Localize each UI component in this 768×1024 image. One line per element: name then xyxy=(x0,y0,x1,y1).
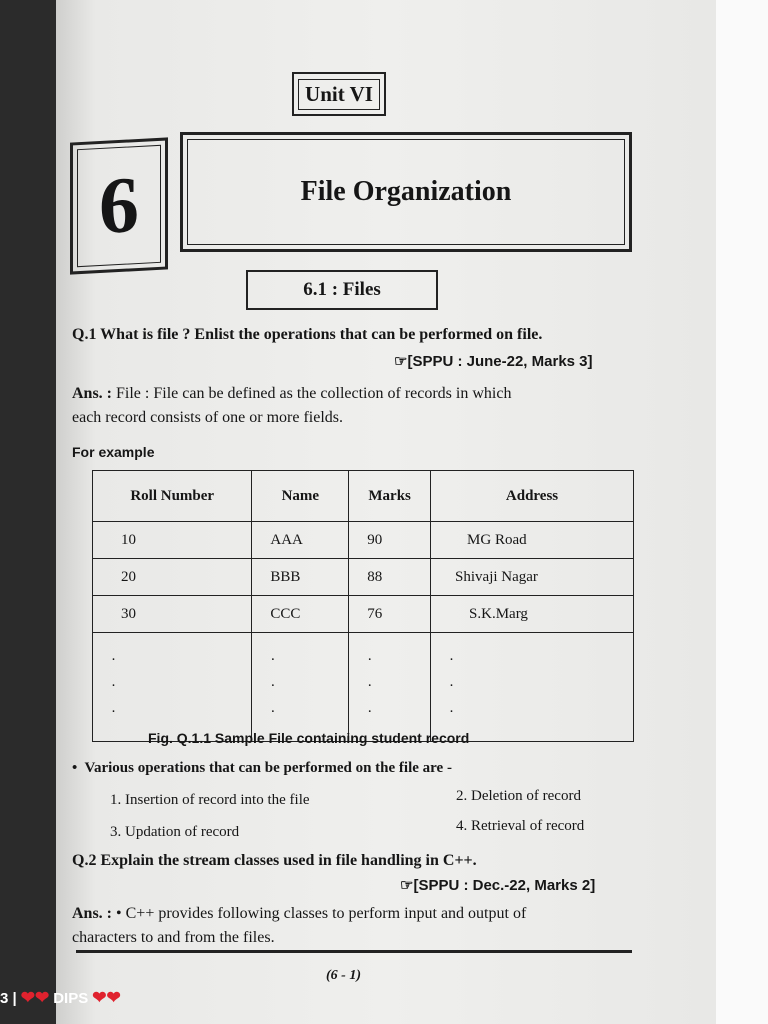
chapter-number-box xyxy=(70,137,168,274)
question-1-text: What is file ? Enlist the operations that can be performed on file. xyxy=(100,326,543,343)
student-record-table xyxy=(92,470,634,742)
col-header-marks: Marks xyxy=(349,471,431,522)
example-label: For example xyxy=(72,444,155,460)
continuation-cell: · · · xyxy=(431,633,634,742)
heart-icon: ❤❤ xyxy=(20,988,50,1007)
unit-text: Unit VI xyxy=(298,79,380,110)
operations-heading: • Various operations that can be performed on the file are - xyxy=(72,760,452,776)
question-2-text: Explain the stream classes used in file handling in C++. xyxy=(100,852,477,869)
page-edge-background xyxy=(716,0,768,1024)
book-page xyxy=(56,0,716,1024)
table-header-row xyxy=(93,471,634,522)
question-1-number: Q.1 xyxy=(72,326,97,343)
operation-item: 1. Insertion of record into the file xyxy=(110,792,310,808)
question-2-number: Q.2 xyxy=(72,852,97,869)
answer-1-lead: Ans. : xyxy=(72,385,113,402)
question-2 xyxy=(72,852,477,870)
col-header-name: Name xyxy=(252,471,349,522)
cell-address: S.K.Marg xyxy=(431,596,634,633)
chapter-title-box xyxy=(180,132,632,252)
question-1 xyxy=(72,326,542,344)
watermark-text: DIPS xyxy=(53,989,89,1007)
cell-name: BBB xyxy=(252,559,349,596)
section-heading: 6.1 : Files xyxy=(246,270,438,310)
watermark-prefix: 3 | xyxy=(0,989,17,1007)
chapter-title: File Organization xyxy=(187,139,625,245)
answer-1-line-1: File : File can be defined as the collection of records in which xyxy=(116,385,512,402)
continuation-cell: · · · xyxy=(93,633,252,742)
question-2-reference: ☞[SPPU : Dec.-22, Marks 2] xyxy=(400,877,596,894)
table-row-continuation xyxy=(93,633,634,742)
continuation-cell: · · · xyxy=(252,633,349,742)
page-number: (6 - 1) xyxy=(326,968,361,983)
unit-label xyxy=(292,72,386,116)
cell-marks: 90 xyxy=(349,522,431,559)
col-header-address: Address xyxy=(431,471,634,522)
col-header-roll-number: Roll Number xyxy=(93,471,252,522)
figure-caption: Fig. Q.1.1 Sample File containing student record xyxy=(148,730,470,746)
answer-1-line-2: each record consists of one or more fields. xyxy=(72,409,344,426)
answer-2 xyxy=(72,902,638,950)
cell-name: CCC xyxy=(252,596,349,633)
cell-marks: 88 xyxy=(349,559,431,596)
footer-rule xyxy=(76,950,632,953)
continuation-cell: · · · xyxy=(349,633,431,742)
operation-item: 2. Deletion of record xyxy=(456,788,581,804)
answer-2-lead: Ans. : xyxy=(72,905,113,922)
operation-item: 4. Retrieval of record xyxy=(456,818,585,834)
cell-roll: 30 xyxy=(93,596,252,633)
table-row xyxy=(93,596,634,633)
heart-icon: ❤❤ xyxy=(92,988,121,1007)
cell-address: MG Road xyxy=(431,522,634,559)
question-1-reference: ☞[SPPU : June-22, Marks 3] xyxy=(394,353,593,370)
operation-item: 3. Updation of record xyxy=(110,824,240,840)
answer-1 xyxy=(72,382,638,430)
cell-marks: 76 xyxy=(349,596,431,633)
cell-roll: 20 xyxy=(93,559,252,596)
answer-2-line-1: • C++ provides following classes to perform input and output of xyxy=(116,905,527,922)
cell-name: AAA xyxy=(252,522,349,559)
answer-2-line-2: characters to and from the files. xyxy=(72,929,275,946)
cell-roll: 10 xyxy=(93,522,252,559)
cell-address: Shivaji Nagar xyxy=(431,559,634,596)
chapter-number: 6 xyxy=(77,145,161,267)
watermark-overlay xyxy=(0,986,121,1010)
table-row xyxy=(93,559,634,596)
table-row xyxy=(93,522,634,559)
